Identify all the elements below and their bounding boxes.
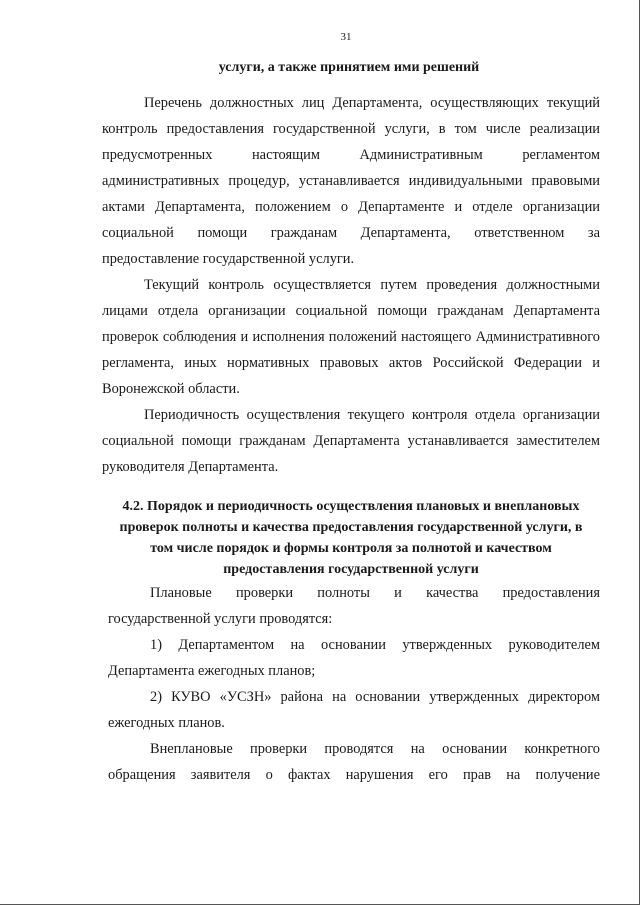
paragraph-officials: Перечень должностных лиц Департамента, осуществляющих текущий контроль предоставления государственной услуги, в том числе реализации предусмотренных настоящим Административным регламентом административных процедур, устанавливается индивидуальными правовыми актами Департамента, положением о Департаменте и отделе организации социальной помощи гражданам Департамента, ответственном за предоставление государственной услуги. bbox=[102, 95, 600, 267]
section-heading-4-2: 4.2. Порядок и периодичность осуществления плановых и внеплановых проверок полноты и качества предоставления государственной услуги, в том числе порядок и формы контроля за полнотой и качеством предоставления государственной услуги bbox=[119, 499, 583, 577]
paragraph-planned-checks: Плановые проверки полноты и качества предоставления государственной услуги проводятся: bbox=[108, 585, 600, 627]
paragraph-department-plans: 1) Департаментом на основании утвержденных руководителем Департамента ежегодных планов; bbox=[108, 637, 600, 679]
paragraph-kuvo-plans: 2) КУВО «УСЗН» района на основании утвержденных директором ежегодных планов. bbox=[108, 689, 600, 731]
paragraph-current-control: Текущий контроль осуществляется путем проведения должностными лицами отдела организации социальной помощи гражданам Департамента проверок соблюдения и исполнения положений настоящего Административного регламента, иных нормативных правовых актов Российской Федерации и Воронежской области. bbox=[102, 277, 600, 397]
paragraph-periodicity: Периодичность осуществления текущего контроля отдела организации социальной помощи гражданам Департамента устанавливается заместителем руководителя Департамента. bbox=[102, 407, 600, 475]
page-number: 31 bbox=[340, 31, 352, 43]
paragraph-unscheduled-checks: Внеплановые проверки проводятся на основании конкретного обращения заявителя о фактах нарушения его прав на получение bbox=[108, 741, 600, 783]
heading-continuation: услуги, а также принятием ими решений bbox=[218, 60, 480, 75]
